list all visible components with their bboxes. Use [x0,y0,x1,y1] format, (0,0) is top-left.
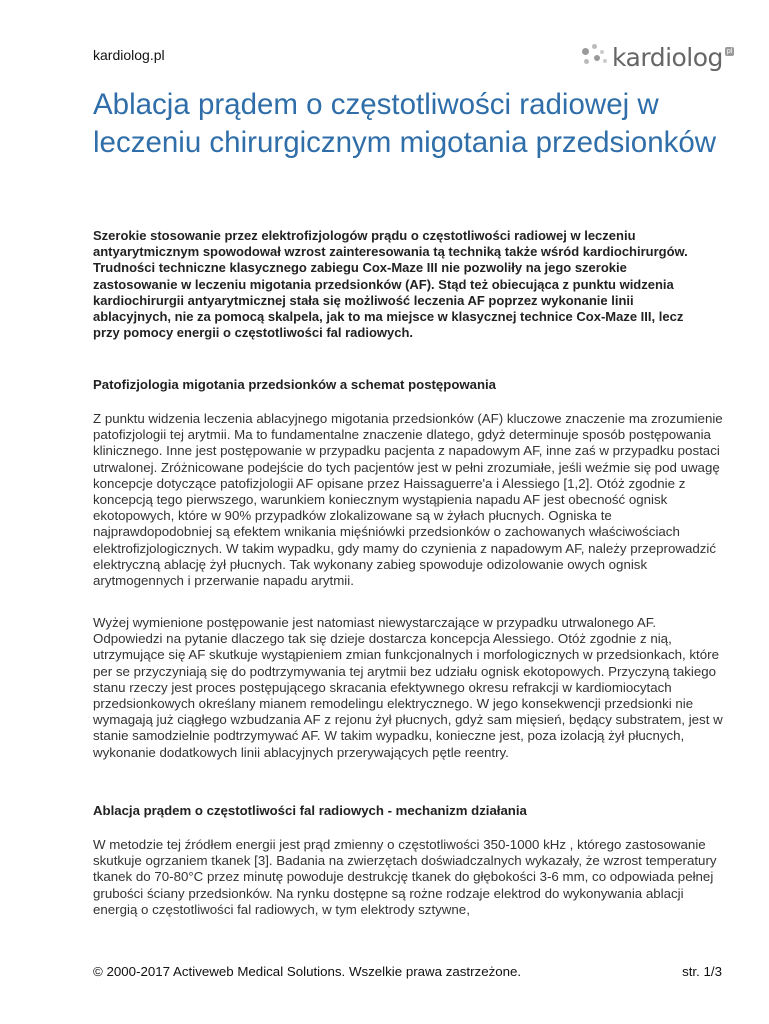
footer-copyright: © 2000-2017 Activeweb Medical Solutions. Wszelkie prawa zastrzeżone. [93,964,522,979]
article-title: Ablacja prądem o częstotliwości radiowej w leczeniu chirurgicznym migotania przedsionków [93,88,717,159]
paragraph-mechanism-1: W metodzie tej źródłem energii jest prąd zmienny o częstotliwości 350-1000 kHz , którego zastosowanie skutkuje ogrzaniem tkanek [3]. Badania na zwierzętach doświadczalnych wykazały, że wzrost temperatury tkanek do 70-80°C przez minutę powoduje destrukcję tkanek do głębokości 3-6 mm, co odpowiada pełnej grubości ściany przedsionków. Na rynku dostępne są rożne rodzaje elektrod do wykonywania ablacji energią o częstotliwości fal radiowych, w tym elektrody sztywne, [93,837,717,917]
section-heading-mechanism: Ablacja prądem o częstotliwości fal radiowych - mechanizm działania [93,803,527,818]
logo-badge: pl [726,47,733,55]
kardiolog-logo [580,40,734,74]
logo-dots-icon [580,42,610,72]
footer-page-number: str. 1/3 [682,964,722,979]
site-name: kardiolog.pl [93,47,165,63]
article-lead: Szerokie stosowanie przez elektrofizjologów prądu o częstotliwości radiowej w leczeniu antyarytmicznym spowodował wzrost zainteresowania tą techniką także wśród kardiochirurgów. Trudności techniczne klasycznego zabiegu Cox-Maze III nie pozwoliły na jego szerokie zastosowanie w leczeniu migotania przedsionków (AF). Stąd też obiecująca z punktu widzenia kardiochirurgii antyarytmicznej stała się możliwość leczenia AF poprzez wykonanie linii ablacyjnych, nie za pomocą skalpela, jak to ma miejsce w klasycznej technice Cox-Maze III, lecz przy pomocy energii o częstotliwości fal radiowych. [93,228,688,341]
logo-text: kardiolog [612,42,723,72]
section-heading-pathophysiology: Patofizjologia migotania przedsionków a schemat postępowania [93,377,497,392]
paragraph-pathophysiology-1: Z punktu widzenia leczenia ablacyjnego migotania przedsionków (AF) kluczowe znaczenie ma zrozumienie patofizjologii tej arytmii. Ma to fundamentalne znaczenie dlatego, gdyż determinuje sposób postępowania klinicznego. Inne jest postępowanie w przypadku pacjenta z napadowym AF, inne zaś w przypadku postaci utrwalonej. Zróżnicowane podejście do tych pacjentów jest w pełni zrozumiałe, jeśli weźmie się pod uwagę koncepcje dotyczące patofizjologii AF opisane przez Haissaguerre'a i Alessiego [1,2]. Otóż zgodnie z koncepcją tego pierwszego, warunkiem koniecznym wystąpienia napadu AF jest obecność ognisk ekotopowych, które w 90% przypadków zlokalizowane są w żyłach płucnych. Ogniska te najprawdopodobniej są efektem wnikania mięśniówki przedsionków o zachowanych właściwościach elektrofizjologicznych. W takim wypadku, gdy mamy do czynienia z napadowym AF, należy przeprowadzić elektryczną ablację żył płucnych. Tak wykonany zabieg spowoduje odizolowanie owych ognisk arytmogennych i przerwanie napadu arytmii. [93,411,723,589]
paragraph-pathophysiology-2: Wyżej wymienione postępowanie jest natomiast niewystarczające w przypadku utrwalonego AF. Odpowiedzi na pytanie dlaczego tak się dzieje dostarcza koncepcja Alessiego. Otóż zgodnie z nią, utrzymujące się AF skutkuje wystąpieniem zmian funkcjonalnych i morfologicznych w przedsionkach, które per se przyczyniają się do podtrzymywania tej arytmii bez udziału ognisk ekotopowych. Przyczyną takiego stanu rzeczy jest proces postępującego skracania efektywnego okresu refrakcji w kardiomiocytach przedsionkowych określany mianem remodelingu elektrycznego. W jego konsekwencji przedsionki nie wymagają już ciągłego wzbudzania AF z rejonu żył płucnych, gdyż sam mięsień, będący substratem, jest w stanie samodzielnie podtrzymywać AF. W takim wypadku, konieczne jest, poza izolacją żył płucnych, wykonanie dodatkowych linii ablacyjnych przerywających pętle reentry. [93,615,723,760]
